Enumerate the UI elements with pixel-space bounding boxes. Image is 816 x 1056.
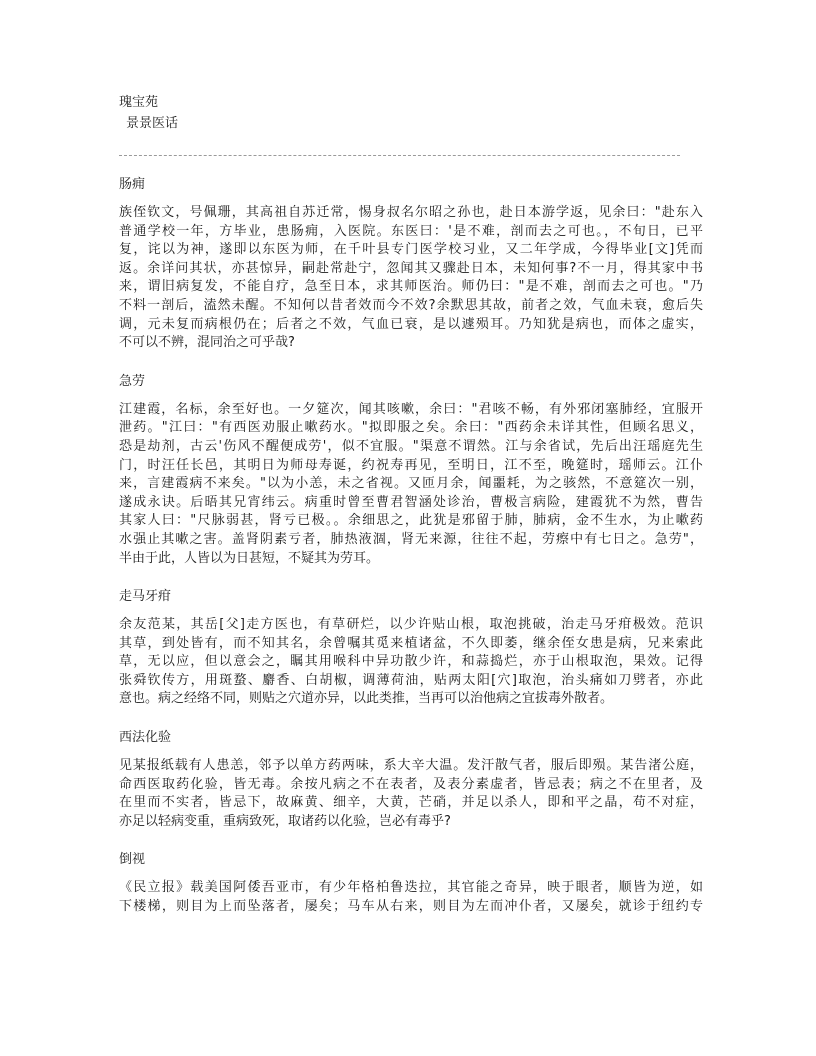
paragraph-line: 来，谓旧病复发，不能自疗，急至日本，求其师医治。师仍曰："是不难，剖而去之可也。"乃 [119,279,703,295]
paragraph-line: 来，言建霞病不来矣。"以为小恙，未之省视。又匝月余，闻噩耗，为之骇然，不意筵次一别， [119,476,703,492]
paragraph-line: 其家人曰："尺脉弱甚，肾亏已极。。余细思之，此犹是邪留于肺，肺病，金不生水，为止嗽药 [119,513,703,529]
paragraph-line: 水强止其嗽之害。盖肾阴素亏者，肺热液涸，肾无来源，往往不起，劳瘵中有七日之。急劳"， [119,531,703,547]
paragraph-line: 在里而不实者，皆忌下，故麻黄、细辛，大黄，芒硝，并足以杀人，即和平之晶，苟不对症， [119,795,703,811]
section-paragraph [119,204,703,353]
paragraph-line: 返。余详问其状，亦甚惊异，嗣赴常赴宁，忽闻其又骤赴日本，未知何事?不一月，得其家中书 [119,260,703,276]
paragraph-line: 江建霞，名标，余至好也。一夕筵次，闻其咳嗽，余曰："君咳不畅，有外邪闭塞肺经，宜服开 [119,401,703,417]
paragraph-line: 《民立报》载美国阿倭吾亚市，有少年格柏鲁迭拉，其官能之奇异，映于眼者，顺皆为逆，如 [119,880,703,896]
paragraph-line: 门，时汪任长邑，其明日为师母寿诞，约祝寿再见，至明日，江不至，晚筵时，瑶师云。江仆 [119,457,703,473]
section-paragraph [119,757,703,831]
section-paragraph [119,879,703,916]
sections-container [119,176,703,917]
paragraph-line: 亦足以轻病变重，重病致死，取诸药以化验，岂必有毒乎? [119,813,451,829]
paragraph-line: 恐是劫剂，古云'伤风不醒便成劳'，似不宜服。"渠意不谓然。江与余省试，先后出汪瑶庭先生 [119,438,703,454]
paragraph-line: 普通学校一年，方毕业，患肠痈，入医院。东医曰：'是不难，剖而去之可也。，不旬日，已平 [119,223,703,239]
paragraph-line: 下楼梯，则目为上而坠落者，屡矣；马车从右来，则目为左而冲仆者，又屡矣，就诊于纽约专 [119,899,703,915]
paragraph-line: 遂成永诀。后晤其兄宵纬云。病重时曾至曹君智涵处诊治，曹极言病险，建霞犹不为然，曹告 [119,494,703,510]
section-paragraph [119,401,703,568]
section-paragraph [119,616,703,709]
document-title: 瑰宝苑 [119,95,159,110]
paragraph-line: 命西医取药化验，皆无毒。余按凡病之不在表者，及表分素虚者，皆忌表；病之不在里者，及 [119,776,703,792]
paragraph-line: 复，诧以为神，遂即以东医为师，在千叶县专门医学校习业，又二年学成，今得毕业[文]凭而 [119,242,703,258]
paragraph-line: 不料一剖后，溘然未醒。不知何以昔者效而今不效?余默思其故，前者之效，气血未衰，愈后失 [119,297,703,313]
section-heading: 走马牙疳 [119,589,172,605]
paragraph-line: 其草，到处皆有，而不知其名，余曾嘱其觅来植诸盆，不久即萎，继余侄女患是病，兄来索此 [119,635,703,651]
section-heading: 倒视 [119,852,146,868]
document-page [119,94,703,917]
paragraph-line: 半由于此，人皆以为日甚短，不疑其为劳耳。 [119,550,380,566]
paragraph-line: 见某报纸载有人患恙，邻予以单方药两味，系大辛大温。发汗散气者，服后即殒。某告渚公庭， [119,758,703,774]
dashed-divider [119,155,680,156]
paragraph-line: 草，无以应，但以意会之，瞩其用喉科中异功散少许，和蒜捣烂，亦于山根取泡，果效。记得 [119,654,703,670]
paragraph-line: 族侄钦文，号佩珊，其高祖自苏迁常，惕身叔名尔昭之孙也，赴日本游学返，见余曰："赴东入 [119,205,703,220]
section-heading: 西法化验 [119,730,172,746]
paragraph-line: 泄药。"江曰："有西医劝服止嗽药水。"拟即服之矣。余曰："西药余未详其性，但顾名思义， [119,420,703,436]
paragraph-line: 不可以不辨，混同治之可乎哉? [119,335,295,351]
section-heading: 肠痈 [119,177,146,192]
paragraph-line: 余友范某，其岳[父]走方医也，有草研烂，以少许贴山根，取泡挑破，治走马牙疳极效。范识 [119,617,703,633]
paragraph-line: 意也。病之经络不同，则贴之穴道亦异，以此类推，当再可以治他病之宜拔毒外散者。 [119,691,614,707]
document-subtitle: 景景医话 [126,116,179,131]
paragraph-line: 调，元未复而病根仍在；后者之不效，气血已衰，是以遽殒耳。乃知犹是病也，而体之虚实， [119,316,703,332]
paragraph-line: 张舜钦传方，用斑蝥、麝香、白胡椒，调薄荷油，贴两太阳[穴]取泡，治头痛如刀劈者，亦此 [119,672,703,688]
section-heading: 急劳 [119,373,146,389]
